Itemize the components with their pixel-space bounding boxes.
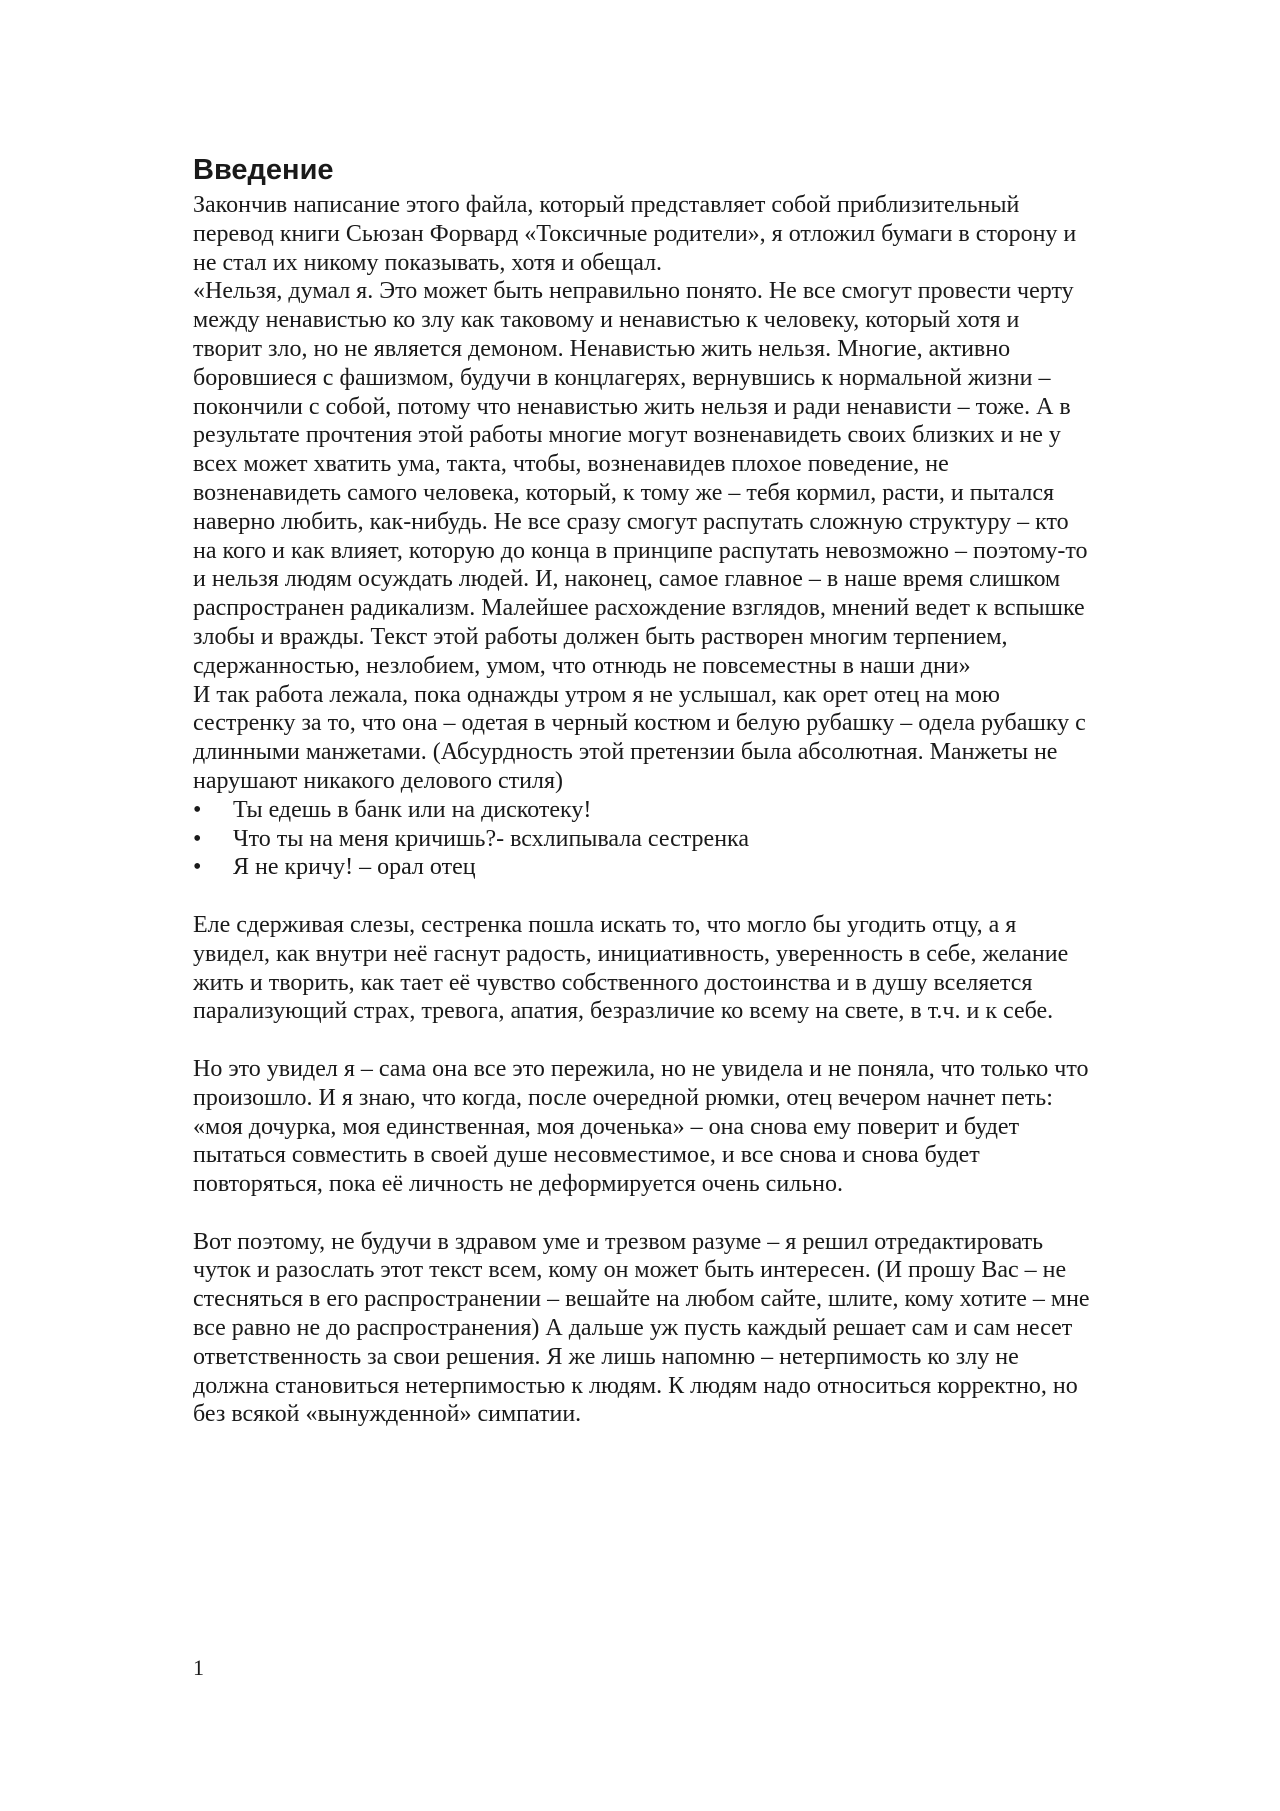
list-item-text: Я не кричу! – орал отец	[233, 854, 476, 881]
section-heading: Введение	[193, 154, 334, 186]
list-item	[193, 853, 1093, 882]
list-item	[193, 796, 1093, 825]
paragraph-intro: Закончив написание этого файла, который представляет собой приблизительный перевод книги Сьюзан Форвард «Токсичные родители», я отложил бумаги в сторону и не стал их никому показывать, хотя и обещал.	[193, 192, 1077, 276]
bullet-marker: •	[193, 825, 202, 852]
paragraph-conclusion: Вот поэтому, не будучи в здравом уме и трезвом разуме – я решил отредактировать чуток и разослать этот текст всем, кому он может быть интересен. (И прошу Вас – не стесняться в его распространении – вешайте на любом сайте, шлите, кому хотите – мне все равно не до распространения) А дальше уж пусть каждый решает сам и сам несет ответственность за свои решения. Я же лишь напомню – нетерпимость ко злу не должна становиться нетерпимостью к людям. К людям надо относиться корректно, но без всякой «вынужденной» симпатии.	[193, 1228, 1090, 1428]
document-body	[193, 191, 1093, 1429]
paragraph-sister: Еле сдерживая слезы, сестренка пошла искать то, что могло бы угодить отцу, а я увидел, как внутри неё гаснут радость, инициативность, уверенность в себе, желание жить и творить, как тает её чувство собственного достоинства и в душу вселяется парализующий страх, тревога, апатия, безразличие ко всему на свете, в т.ч. и к себе.	[193, 911, 1069, 1025]
paragraph-realization: Но это увидел я – сама она все это пережила, но не увидела и не поняла, что только что произошло. И я знаю, что когда, после очередной рюмки, отец вечером начнет петь: «моя дочурка, моя единственная, моя доченька» – она снова ему поверит и будет пытаться совместить в своей душе несовместимое, и все снова и снова будет повторяться, пока её личность не деформируется очень сильно.	[193, 1055, 1089, 1198]
list-item-text: Что ты на меня кричишь?- всхлипывала сестренка	[233, 825, 749, 852]
dialogue-list	[193, 796, 1093, 882]
list-item	[193, 825, 1093, 854]
paragraph-story: И так работа лежала, пока однажды утром я не услышал, как орет отец на мою сестренку за то, что она – одетая в черный костюм и белую рубашку – одела рубашку с длинными манжетами. (Абсурдность этой претензии была абсолютная. Манжеты не нарушают никакого делового стиля)	[193, 681, 1086, 794]
bullet-marker: •	[193, 854, 202, 881]
list-item-text: Ты едешь в банк или на дискотеку!	[233, 796, 592, 823]
page-number: 1	[193, 1655, 204, 1680]
bullet-marker: •	[193, 796, 202, 823]
paragraph-quote: «Нельзя, думал я. Это может быть неправильно понято. Не все смогут провести черту между ненавистью ко злу как таковому и ненавистью к человеку, который хотя и творит зло, но не является демоном. Ненавистью жить нельзя. Многие, активно боровшиеся с фашизмом, будучи в концлагерях, вернувшись к нормальной жизни – покончили с собой, потому что ненавистью жить нельзя и ради ненависти – тоже. А в результате прочтения этой работы многие могут возненавидеть своих близких и не у всех может хватить ума, такта, чтобы, возненавидев плохое поведение, не возненавидеть самого человека, который, к тому же – тебя кормил, расти, и пытался наверно любить, как-нибудь. Не все сразу смогут распутать сложную структуру – кто на кого и как влияет, которую до конца в принципе распутать невозможно – поэтому-то и нельзя людям осуждать людей. И, наконец, самое главное – в наше время слишком распространен радикализм. Малейшее расхождение взглядов, мнений ведет к вспышке злобы и вражды. Текст этой работы должен быть растворен многим терпением, сдержанностью, незлобием, умом, что отнюдь не повсеместны в наши дни»	[193, 278, 1088, 679]
